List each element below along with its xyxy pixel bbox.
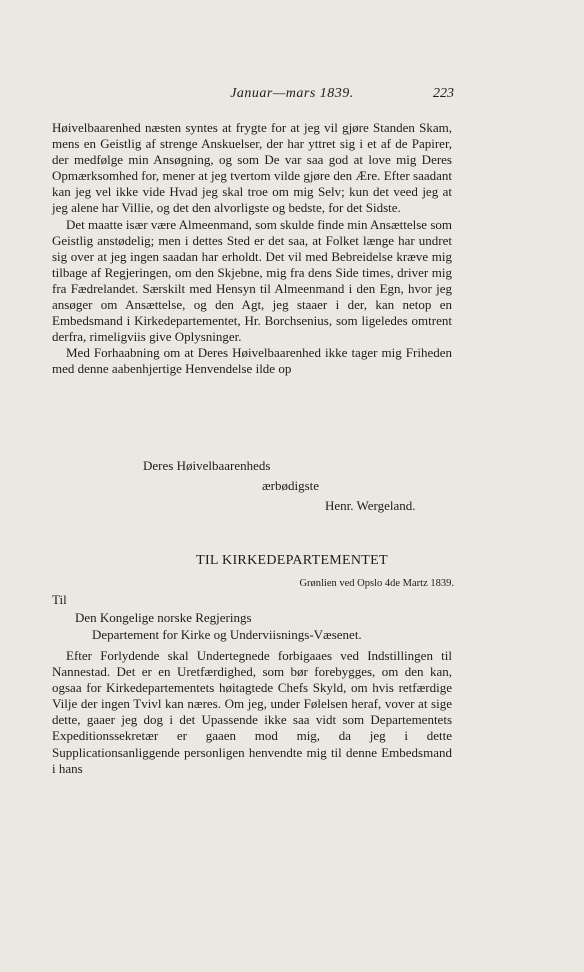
page-header — [0, 86, 584, 106]
letter-continuation-text — [52, 120, 452, 378]
running-title: Januar—mars 1839. — [230, 86, 354, 101]
signature: Henr. Wergeland. — [325, 498, 416, 513]
addressee-line: Den Kongelige norske Regjerings — [75, 610, 252, 625]
paragraph: Med Forhaabning om at Deres Høivelbaarenhed ikke tager mig Friheden med denne aabenhjertige Henvendelse ilde op — [52, 345, 452, 377]
closing-line: ærbødigste — [262, 478, 320, 493]
page-number: 223 — [433, 86, 454, 101]
addressee-line: Departement for Kirke og Underviisnings-Væsenet. — [92, 627, 362, 642]
letter-body-text — [52, 648, 452, 777]
closing-line: Deres Høivelbaarenheds — [143, 458, 271, 473]
place-date: Grønlien ved Opslo 4de Martz 1839. — [299, 578, 454, 589]
paragraph: Det maatte især være Almeenmand, som skulde finde min Ansættelse som Geistlig anstødelig; men i dettes Sted er det saa, at Folket længe har undret sig over at jeg ingen saadan har erholdt. Det vil med Bebreidelse kræve mig tilbage af Regjeringen, om den Skjebne, mig fra dens Side times, driver mig fra Fædrelandet. Særskilt med Hensyn til Almeenmand i den Egn, hvor jeg ansøger om Ansættelse, og den Agt, jeg staaer i der, kan netop en Embedsmand i Kirkedepartementet, Hr. Borchsenius, som ligeledes omtrent derfra, rimeligviis give Oplysninger. — [52, 216, 452, 345]
paragraph: Høivelbaarenhed næsten syntes at frygte for at jeg vil gjøre Standen Skam, mens en Geistlig af strenge Anskuelser, der har yttret sig i et af de Papirer, der medfølge min Ansøgning, og som De var saa god at love mig Deres Opmærksomhed for, mener at jeg tvertom vilde gjøre den Ære. Efter saadant kan jeg vel ikke vide Hvad jeg skal troe om mig Selv; kun det veed jeg at jeg alene har Villie, og det den alvorligste og bedste, for det Sidste. — [52, 120, 452, 216]
paragraph: Efter Forlydende skal Undertegnede forbigaaes ved Indstillingen til Nannestad. Det er en Uretfærdighed, som bør forebygges, om den kan, ogsaa for Kirkedepartementets høitagtede Chefs Skyld, om hvis retfærdige Vilje der ingen Tvivl kan næres. Om jeg, under Følelsen heraf, vover at sige dette, gaaer jeg dog i det Upassende ikke saa vidt som Departementets Expeditionssekretær er gaaen mod mig, da jeg i dette Supplicationsanliggende personligen henvendte mig til denne Embedsmand i hans — [52, 648, 452, 776]
section-title: TIL KIRKEDEPARTEMENTET — [196, 553, 388, 568]
salutation: Til — [52, 592, 67, 607]
